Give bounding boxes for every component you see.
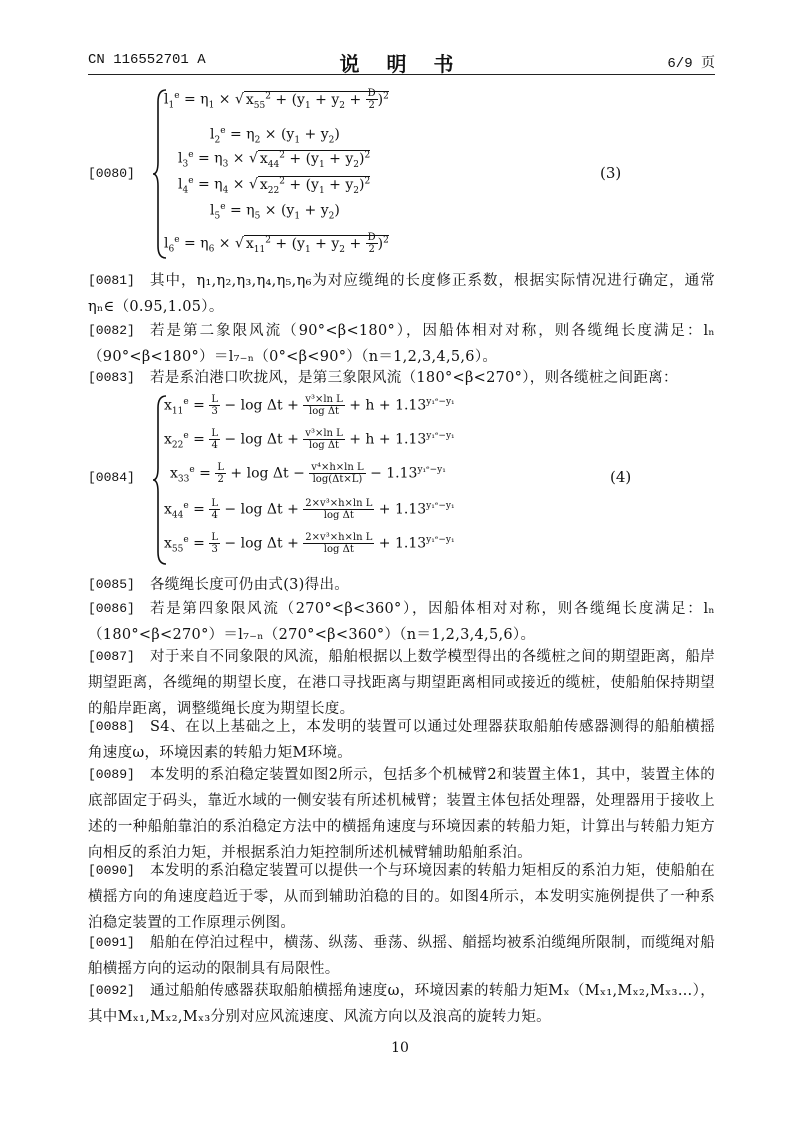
equation-3-line: $l_3^e = \eta_3$ × √ $x_{44}^2 + (y_1 + y_2)^2$ <box>178 150 371 170</box>
equation-3-line: $l_1^e = \eta_1$ × √ $x_{55}^2 + (y_1 + y_2$ + $\frac{D}{2}$ )$^2$ <box>164 88 389 111</box>
page-header <box>88 48 715 74</box>
paragraph-text: 若是第二象限风流（90°<β<180°），因船体相对对称，则各缆绳长度满足：lₙ（90°<β<180°）＝l₇₋ₙ（0°<β<90°）（n＝1,2,3,4,5,6）。 <box>88 323 715 365</box>
header-rule <box>88 74 715 75</box>
paragraph-0083 <box>88 365 715 391</box>
paragraph-number: [0092] <box>88 983 135 998</box>
paragraph-0091 <box>88 930 715 982</box>
paragraph-text: 对于来自不同象限的风流，船舶根据以上数学模型得出的各缆桩之间的期望距离，船岸期望距离，各缆绳的期望长度，在港口寻找距离与期望距离相同或接近的缆桩，使船舶保持期望的船岸距离，调整缆绳长度为期望长度。 <box>88 649 715 717</box>
paragraph-text: 各缆绳长度可仍由式(3)得出。 <box>150 577 350 593</box>
paragraph-text: 若是系泊港口吹拢风，是第三象限风流（180°<β<270°），则各缆桩之间距离： <box>150 370 678 386</box>
equation-4-line: $x_{44}^e$ = $\frac{L}{4}$ − log Δt + $\frac{\text{2×v³×h×ln L}}{\text{log Δt}}$ + $1.13^{y_1ᵉ-y_1}$ <box>164 498 455 521</box>
equation-3-line: $l_4^e = \eta_4$ × √ $x_{22}^2 + (y_1 + y_2)^2$ <box>178 176 371 196</box>
document-title: 说 明 书 <box>339 52 464 76</box>
equation-4-line: $x_{33}^e$ = $\frac{L}{2}$ + log Δt − $\frac{\text{v⁴×h×ln L}}{\log(\Delta t\times L)}$ − $1.13^{y_1ᵉ-y_1}$ <box>170 462 446 485</box>
equation-4-line: $x_{22}^e$ = $\frac{L}{4}$ − log Δt + $\frac{\text{v³×ln L}}{\text{log Δt}}$ + $h + 1.13^{y_1ᵉ-y_1}$ <box>164 428 455 451</box>
equation-3-line: $l_5^e = \eta_5 \times (y_1 + y_2)$ <box>210 202 340 222</box>
paragraph-0088 <box>88 714 715 766</box>
equation-3-line: $l_6^e = \eta_6$ × √ $x_{11}^2 + (y_1 + y_2$ + $\frac{D}{2}$ )$^2$ <box>164 232 389 255</box>
paragraph-text: 通过船舶传感器获取船舶横摇角速度ω，环境因素的转船力矩Mₓ（Mₓ₁,Mₓ₂,Mₓ₃…），其中Mₓ₁,Mₓ₂,Mₓ₃分别对应风流速度、风流方向以及浪高的旋转力矩。 <box>88 983 715 1025</box>
paragraph-text: 船舶在停泊过程中，横荡、纵荡、垂荡、纵摇、艏摇均被系泊缆绳所限制，而缆绳对船舶横摇方向的运动的限制具有局限性。 <box>88 935 715 977</box>
paragraph-number: [0086] <box>88 601 135 616</box>
paragraph-0092 <box>88 978 715 1030</box>
paragraph-0090 <box>88 858 715 936</box>
paragraph-number: [0081] <box>88 273 135 288</box>
equation-4-line: $x_{11}^e$ = $\frac{L}{3}$ − log Δt + $\frac{\text{v³×ln L}}{\text{log Δt}}$ + $h + 1.13^{y_1ᵉ-y_1}$ <box>164 394 455 417</box>
equation-3-block <box>88 86 715 262</box>
patent-number: CN 116552701 A <box>88 52 206 68</box>
equation-4-number: (4) <box>610 468 632 486</box>
paragraph-number: [0088] <box>88 719 135 734</box>
equation-3-number: (3) <box>600 164 622 182</box>
paragraph-text: 本发明的系泊稳定装置可以提供一个与环境因素的转船力矩相反的系泊力矩，使船舶在横摇方向的角速度趋近于零，从而到辅助泊稳的目的。如图4所示，本发明实施例提供了一种系泊稳定装置的工作原理示例图。 <box>88 863 715 931</box>
paragraph-number: [0085] <box>88 577 135 592</box>
page-number: 10 <box>391 1040 409 1056</box>
paragraph-text: 其中，η₁,η₂,η₃,η₄,η₅,η₆为对应缆绳的长度修正系数，根据实际情况进行确定，通常ηₙ∈（0.95,1.05）。 <box>88 273 715 315</box>
equation-4-block <box>88 392 715 568</box>
paragraph-number: [0091] <box>88 935 135 950</box>
paragraph-number: [0087] <box>88 649 135 664</box>
paragraph-number: [0090] <box>88 863 135 878</box>
paragraph-0081 <box>88 268 715 320</box>
page-indicator: 6/9 页 <box>667 56 715 72</box>
equation-3-label: [0080] <box>88 166 135 181</box>
paragraph-0086 <box>88 596 715 648</box>
paragraph-number: [0083] <box>88 370 135 385</box>
paragraph-0089 <box>88 762 715 866</box>
equation-4-label: [0084] <box>88 470 135 485</box>
paragraph-number: [0082] <box>88 323 135 338</box>
equation-4-line: $x_{55}^e$ = $\frac{L}{3}$ − log Δt + $\frac{\text{2×v³×h×ln L}}{\text{log Δt}}$ + $1.13^{y_1ᵉ-y_1}$ <box>164 532 455 555</box>
paragraph-text: 若是第四象限风流（270°<β<360°），因船体相对对称，则各缆绳长度满足：lₙ（180°<β<270°）＝l₇₋ₙ（270°<β<360°）（n＝1,2,3,4,5,6）。 <box>88 601 715 643</box>
paragraph-0085 <box>88 572 715 598</box>
paragraph-text: 本发明的系泊稳定装置如图2所示，包括多个机械臂2和装置主体1，其中，装置主体的底部固定于码头，靠近水域的一侧安装有所述机械臂；装置主体包括处理器，处理器用于接收上述的一种船舶靠泊的系泊稳定方法中的横摇角速度与环境因素的转船力矩，计算出与转船力矩方向相反的系泊力矩，并根据系泊力矩控制所述机械臂辅助船舶系泊。 <box>88 767 715 861</box>
paragraph-number: [0089] <box>88 767 135 782</box>
paragraph-text: S4、在以上基础之上，本发明的装置可以通过处理器获取船舶传感器测得的船舶横摇角速度ω，环境因素的转船力矩M环境。 <box>88 719 715 761</box>
equation-3-line: $l_2^e = \eta_2 \times (y_1 + y_2)$ <box>210 126 340 146</box>
paragraph-0087 <box>88 644 715 722</box>
paragraph-0082 <box>88 318 715 370</box>
